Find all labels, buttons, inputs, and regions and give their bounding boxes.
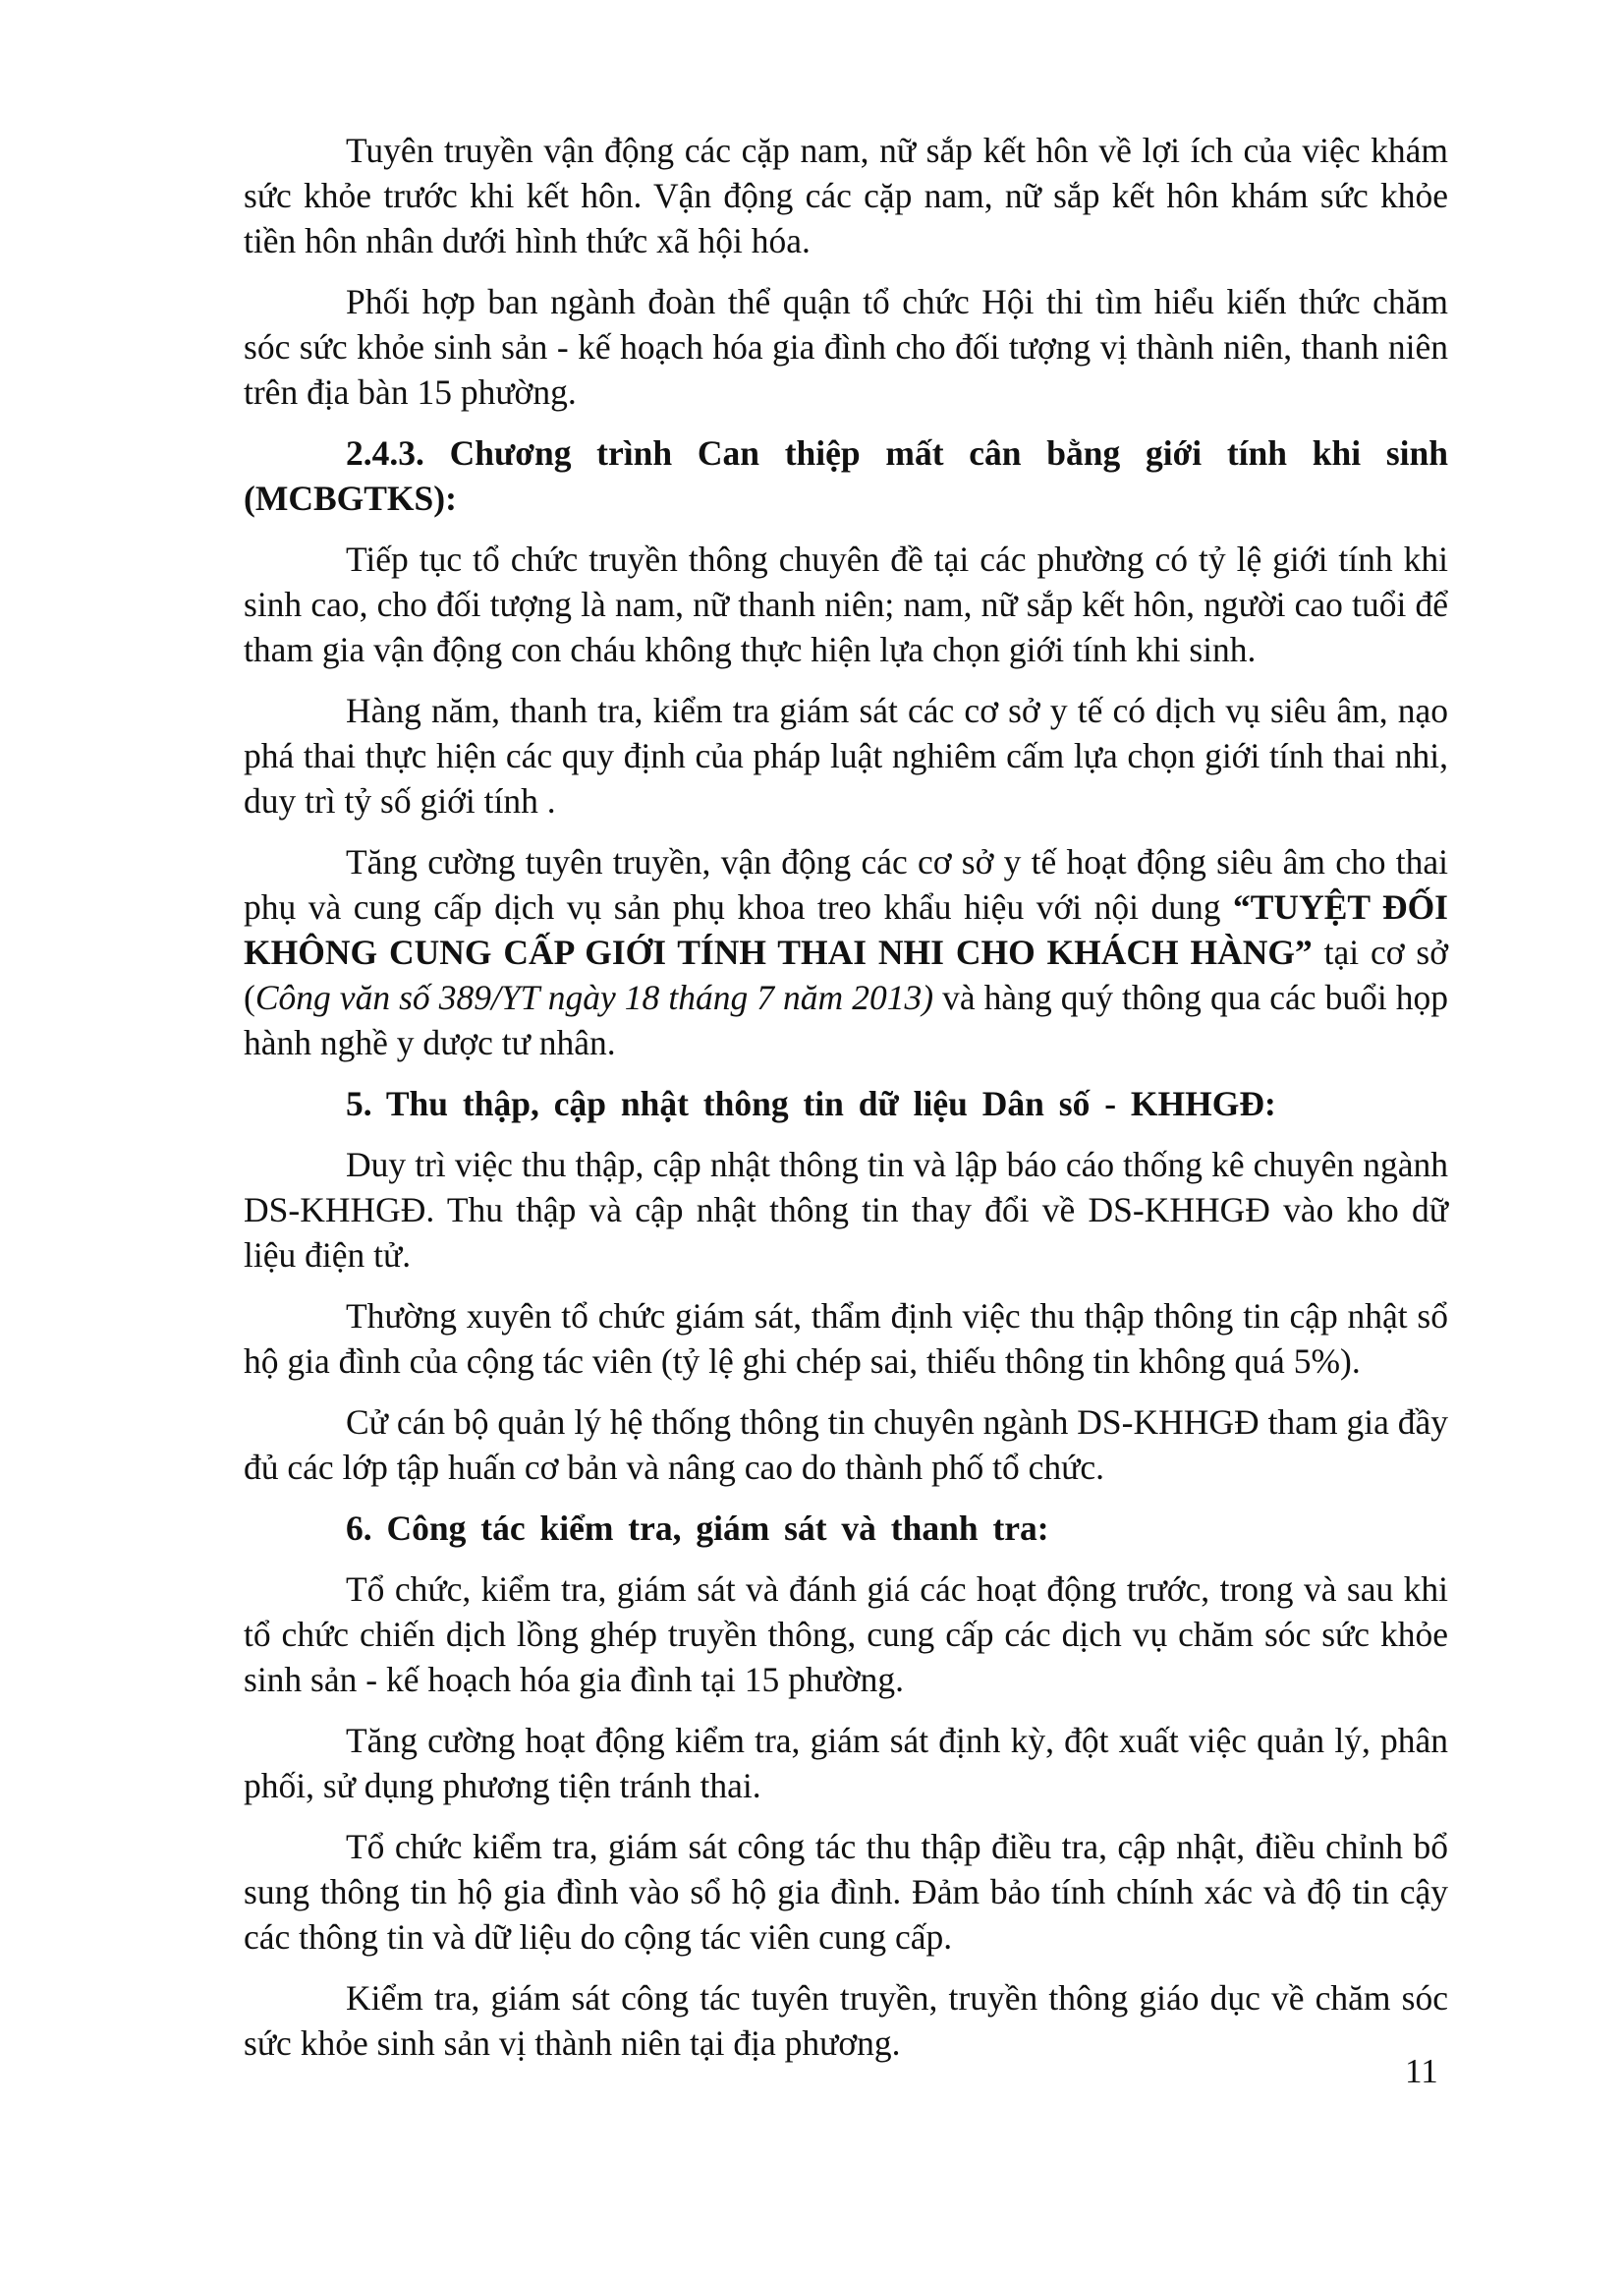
paragraph-data-collection: Duy trì việc thu thập, cập nhật thông tin và lập báo cáo thống kê chuyên ngành DS-KHHGĐ. Thu thập và cập nhật thông tin thay đổi về DS-KHHGĐ vào kho dữ liệu điện tử.: [244, 1145, 1448, 1275]
paragraph-premarital-health-promotion: Tuyên truyền vận động các cặp nam, nữ sắp kết hôn về lợi ích của việc khám sức khỏe trước khi kết hôn. Vận động các cặp nam, nữ sắp kết hôn khám sức khỏe tiền hôn nhân dưới hình thức xã hội hóa.: [244, 131, 1448, 260]
section-heading-6: 6. Công tác kiểm tra, giám sát và thanh tra:: [346, 1509, 1049, 1548]
page-number: 11: [1405, 2052, 1438, 2090]
paragraph-annual-inspection: Hàng năm, thanh tra, kiểm tra giám sát các cơ sở y tế có dịch vụ siêu âm, nạo phá thai thực hiện các quy định của pháp luật nghiêm cấm lựa chọn giới tính thai nhi, duy trì tỷ số giới tính .: [244, 691, 1448, 821]
paragraph-slogan-campaign: [244, 839, 1448, 1065]
paragraph-campaign-evaluation: Tổ chức, kiểm tra, giám sát và đánh giá các hoạt động trước, trong và sau khi tổ chức chiến dịch lồng ghép truyền thông, cung cấp các dịch vụ chăm sóc sức khỏe sinh sản - kế hoạch hóa gia đình tại 15 phường.: [244, 1569, 1448, 1699]
paragraph-thematic-communication: Tiếp tục tổ chức truyền thông chuyên đề tại các phường có tỷ lệ giới tính khi sinh cao, cho đối tượng là nam, nữ thanh niên; nam, nữ sắp kết hôn, người cao tuổi để tham gia vận động con cháu không thực hiện lựa chọn giới tính khi sinh.: [244, 540, 1448, 669]
paragraph-youth-contest: Phối hợp ban ngành đoàn thể quận tổ chức Hội thi tìm hiểu kiến thức chăm sóc sức khỏe sinh sản - kế hoạch hóa gia đình cho đối tượng vị thành niên, thanh niên trên địa bàn 15 phường.: [244, 282, 1448, 412]
official-letter-reference: Công văn số 389/YT ngày 18 tháng 7 năm 2013): [254, 978, 934, 1017]
slogan-closing-text: và hàng quý thông qua các buổi họp hành nghề y dược tư nhân.: [244, 978, 1448, 1062]
section-heading-5: 5. Thu thập, cập nhật thông tin dữ liệu Dân số - KHHGĐ:: [346, 1084, 1276, 1123]
section-heading-2-4-3: 2.4.3. Chương trình Can thiệp mất cân bằng giới tính khi sinh (MCBGTKS):: [244, 433, 1448, 518]
paragraph-staff-training: Cử cán bộ quản lý hệ thống thông tin chuyên ngành DS-KHHGĐ tham gia đầy đủ các lớp tập huấn cơ bản và nâng cao do thành phố tổ chức.: [244, 1402, 1448, 1487]
paragraph-adolescent-health-education: Kiểm tra, giám sát công tác tuyên truyền, truyền thông giáo dục về chăm sóc sức khỏe sinh sản vị thành niên tại địa phương.: [244, 1978, 1448, 2063]
slogan-location-text: tại cơ sở (: [244, 933, 1448, 1017]
slogan-intro-text: Tăng cường tuyên truyền, vận động các cơ sở y tế hoạt động siêu âm cho thai phụ và cung cấp dịch vụ sản phụ khoa treo khẩu hiệu với nội dung: [244, 842, 1448, 927]
paragraph-household-info-inspection: Tổ chức kiểm tra, giám sát công tác thu thập điều tra, cập nhật, điều chỉnh bổ sung thông tin hộ gia đình vào sổ hộ gia đình. Đảm bảo tính chính xác và độ tin cậy các thông tin và dữ liệu do cộng tác viên cung cấp.: [244, 1827, 1448, 1957]
paragraph-household-register-supervision: Thường xuyên tổ chức giám sát, thẩm định việc thu thập thông tin cập nhật sổ hộ gia đình của cộng tác viên (tỷ lệ ghi chép sai, thiếu thông tin không quá 5%).: [244, 1296, 1448, 1381]
paragraph-contraceptive-supervision: Tăng cường hoạt động kiểm tra, giám sát định kỳ, đột xuất việc quản lý, phân phối, sử dụng phương tiện tránh thai.: [244, 1721, 1448, 1805]
slogan-text: “TUYỆT ĐỐI KHÔNG CUNG CẤP GIỚI TÍNH THAI NHI CHO KHÁCH HÀNG”: [244, 887, 1448, 972]
document-page: [244, 128, 1448, 2081]
